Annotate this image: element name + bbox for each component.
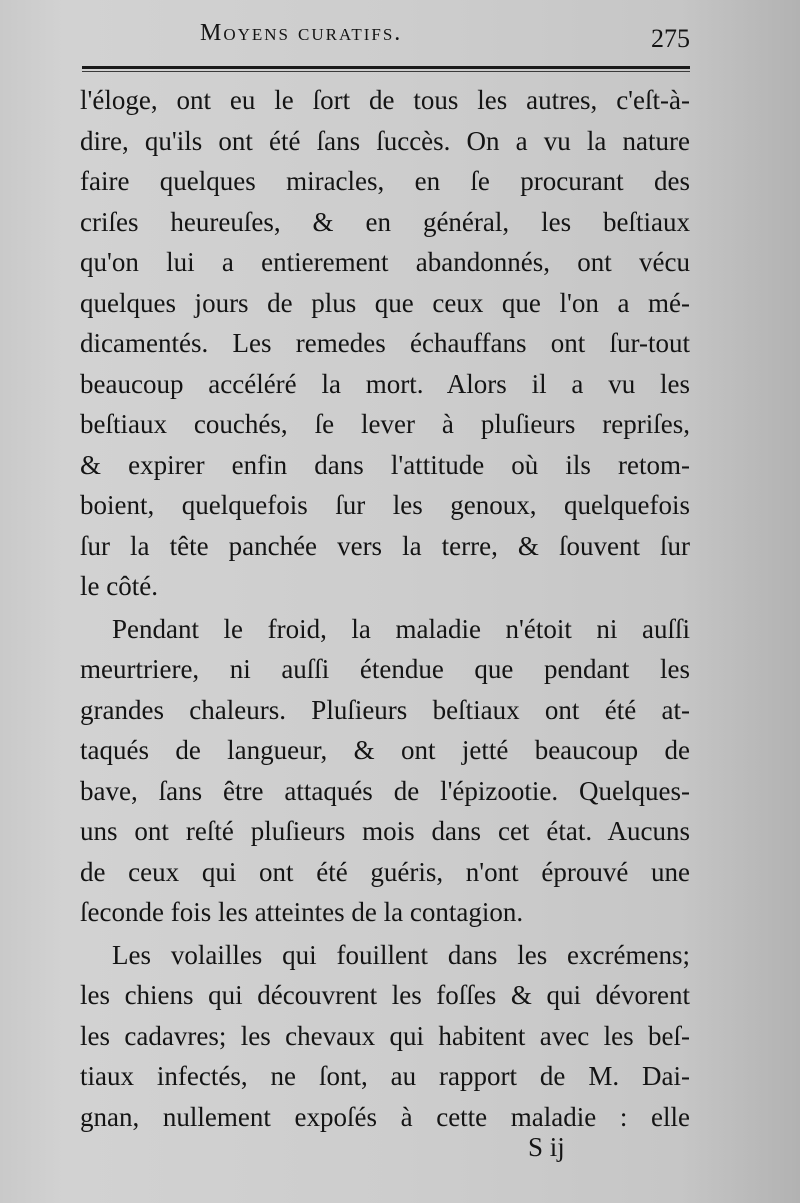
text-line: le côté. xyxy=(80,571,158,601)
header-rule-thin xyxy=(82,71,690,72)
text-line: criſes heureuſes, & en général, les beſtiaux xyxy=(80,206,690,237)
text-line: les cadavres; les chevaux qui habitent avec les beſ- xyxy=(80,1020,690,1051)
text-line: boient, quelquefois ſur les genoux, quelquefois xyxy=(80,490,690,520)
text-line: de ceux qui ont été guéris, n'ont éprouvé une xyxy=(80,856,690,887)
header-rule-thick xyxy=(82,66,690,69)
paragraph-2 xyxy=(80,609,690,933)
text-line: faire quelques miracles, en ſe procurant des xyxy=(80,166,690,196)
text-line: quelques jours de plus que ceux que l'on a mé- xyxy=(80,287,690,318)
text-line: taqués de langueur, & ont jetté beaucoup de xyxy=(80,735,690,765)
text-line: tiaux infectés, ne ſont, au rapport de M. Dai- xyxy=(80,1061,690,1091)
text-line: Pendant le froid, la maladie n'étoit ni auſſi xyxy=(112,613,690,644)
text-line: l'éloge, ont eu le ſort de tous les autres, c'eſt-à- xyxy=(80,85,690,115)
signature-mark: S ij xyxy=(528,1132,565,1162)
text-line: les chiens qui découvrent les foſſes & qui dévorent xyxy=(80,980,690,1010)
page-header xyxy=(82,10,690,54)
body-text xyxy=(80,80,690,1139)
text-line: meurtriere, ni auſſi étendue que pendant les xyxy=(80,654,690,684)
page-number: 275 xyxy=(651,24,690,53)
text-line: ſeconde fois les atteintes de la contagion. xyxy=(80,897,524,927)
text-line: beſtiaux couchés, ſe lever à pluſieurs repriſes, xyxy=(80,409,690,439)
text-line: qu'on lui a entierement abandonnés, ont vécu xyxy=(80,247,690,277)
text-line: grandes chaleurs. Pluſieurs beſtiaux ont été at- xyxy=(80,694,690,725)
text-line: uns ont reſté pluſieurs mois dans cet état. Aucuns xyxy=(80,816,690,846)
running-title: Moyens curatifs. xyxy=(200,20,403,46)
text-line: dicamentés. Les remedes échauffans ont ſur-tout xyxy=(80,328,690,358)
text-line: Les volailles qui fouillent dans les excrémens; xyxy=(112,939,690,970)
paragraph-1 xyxy=(80,80,690,607)
paragraph-3 xyxy=(80,935,690,1138)
text-line: gnan, nullement expoſés à cette maladie : elle xyxy=(80,1101,690,1132)
text-line: dire, qu'ils ont été ſans ſuccès. On a vu la nature xyxy=(80,125,690,156)
text-line: bave, ſans être attaqués de l'épizootie. Quelques- xyxy=(80,775,690,806)
text-line: & expirer enfin dans l'attitude où ils retom- xyxy=(80,449,690,480)
text-line: beaucoup accéléré la mort. Alors il a vu les xyxy=(80,368,690,399)
text-line: ſur la tête panchée vers la terre, & ſouvent ſur xyxy=(80,530,690,561)
